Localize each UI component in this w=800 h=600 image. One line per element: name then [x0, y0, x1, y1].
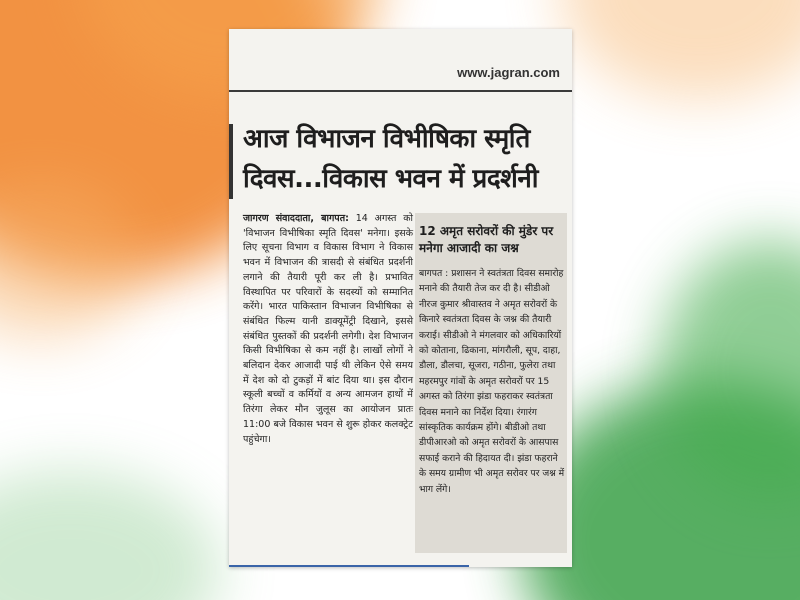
green-wash [0, 470, 220, 600]
website-url: www.jagran.com [457, 65, 560, 80]
headline [243, 119, 568, 199]
bottom-blue-rule [229, 565, 469, 567]
headline-line-1: आज विभाजन विभीषिका स्मृति [243, 124, 530, 154]
newspaper-clipping [229, 29, 572, 567]
side-story-headline: 12 अमृत सरोवरों की मुंडेर पर मनेगा आजादी का जश्न [419, 224, 554, 255]
saffron-wash [560, 0, 800, 100]
header-rule [229, 90, 572, 92]
main-story-body: 14 अगस्त को 'विभाजन विभीषिका स्मृति दिवस' मनेगा। इसके लिए सूचना विभाग व विकास विभाग ने विकास भवन में विभाजन की त्रासदी से संबंधित प्रदर्शनी लगाने की तैयारी पूरी कर ली है। प्रभावित विस्थापित पर परिवारों के सदस्यों को सम्मानित करेंगे। भारत पाकिस्तान विभाजन विभीषिका से संबंधित फिल्म यानी डाक्यूमेंट्री दिखाने, इससे संबंधित पुस्तकों की प्रदर्शनी लगेगी। देश विभाजन किसी विभीषिका से कम नहीं है। लाखों लोगों ने बलिदान देकर आजादी पाई थी लेकिन ऐसे समय में देश को दो टुकड़ों में बांट दिया था। इस दौरान स्कूली बच्चों व कर्मियों व अन्य आमजन हाथों में तिरंगा लेकर मौन जुलूस का आयोजन प्रातः 11:00 बजे विकास भवन से शुरू होकर कलक्ट्रेट पहुंचेगा। [243, 213, 413, 445]
byline: जागरण संवाददाता, बागपत: [243, 213, 349, 224]
main-story [243, 212, 413, 447]
side-story-box [415, 213, 567, 553]
side-story-body: बागपत : प्रशासन ने स्वतंत्रता दिवस समारोह मनाने की तैयारी तेज कर दी है। सीडीओ नीरज कुमार श्रीवास्तव ने अमृत सरोवरों के किनारे स्वतंत्रता दिवस के जश्न की तैयारी कराई। सीडीओ ने मंगलवार को अधिकारियों को कोताना, ढिकाना, मांगरौली, सूप, दाहा, डौला, डौलचा, सूजरा, गठीना, फुलेरा तथा महरमपुर गांवों के अमृत सरोवरों पर 15 अगस्त को तिरंगा झंडा फहराकर स्वतंत्रता दिवस मनाने का निर्देश दिया। रंगारंग सांस्कृतिक कार्यक्रम होंगे। बीडीओ तथा डीपीआरओ को अमृत सरोवरों के आसपास सफाई कराने की हिदायत दी। झंडा फहराने के समय ग्रामीण भी अमृत सरोवर पर जश्न में भाग लेंगे। [419, 268, 565, 495]
headline-accent-bar [229, 124, 233, 199]
headline-line-2: दिवस...विकास भवन में प्रदर्शनी [243, 164, 538, 194]
